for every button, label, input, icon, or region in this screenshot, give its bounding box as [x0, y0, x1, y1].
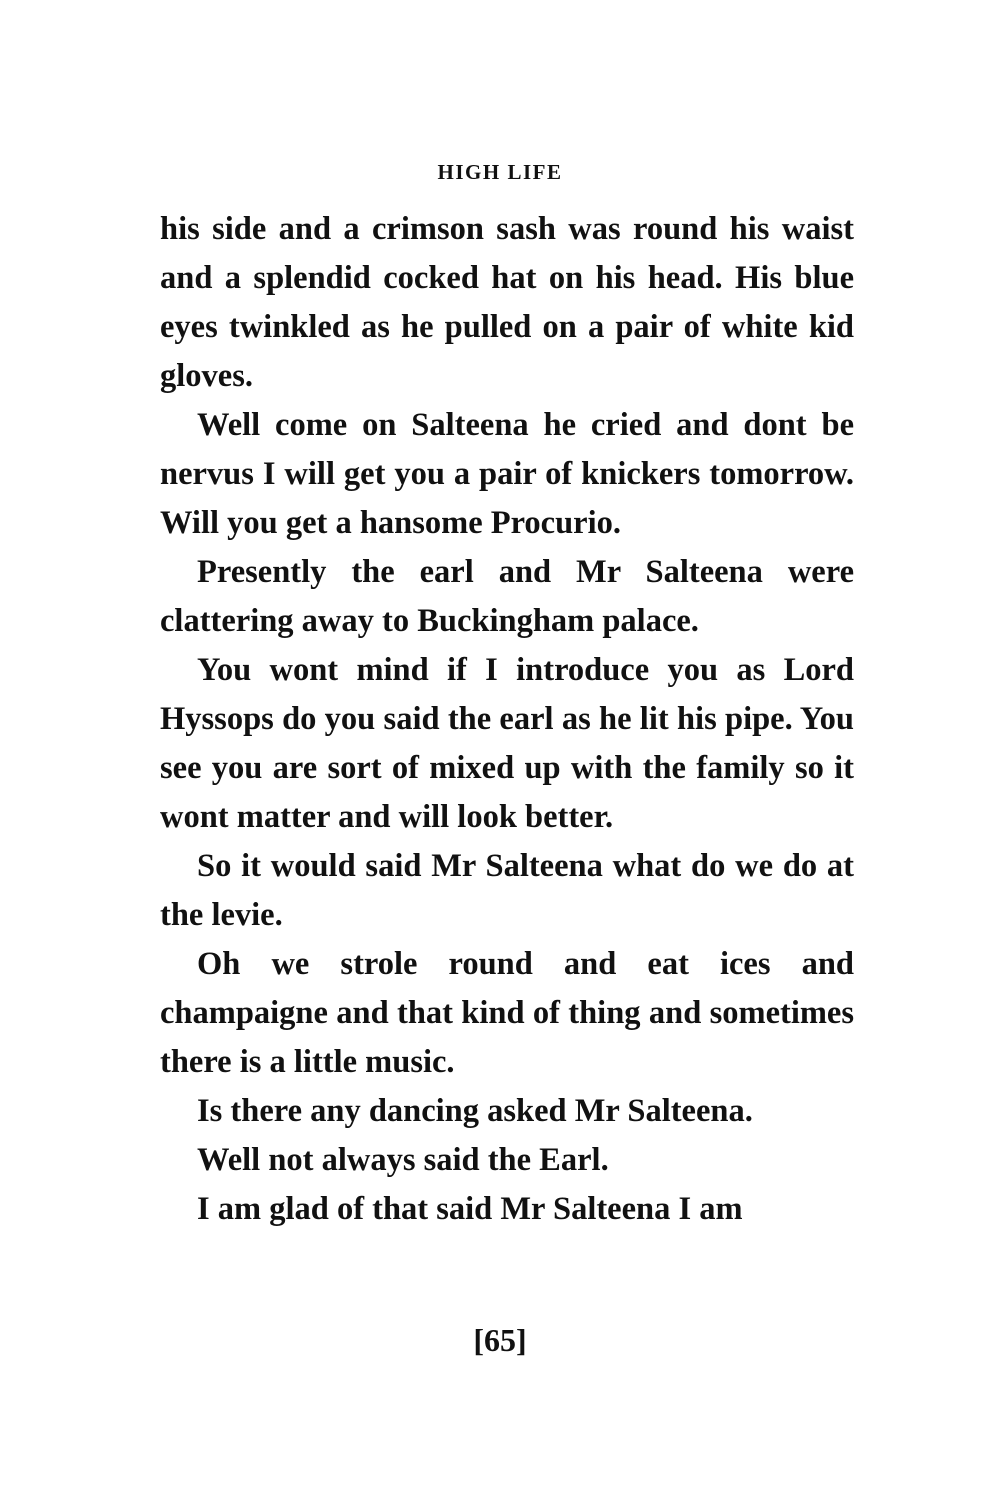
paragraph: Oh we strole round and eat ices and champaigne and that kind of thing and sometimes there is a little music. — [160, 946, 854, 1080]
paragraph: I am glad of that said Mr Salteena I am — [197, 1191, 743, 1227]
paragraph: Presently the earl and Mr Salteena were clattering away to Buckingham palace. — [160, 554, 854, 639]
running-head: HIGH LIFE — [437, 160, 563, 184]
paragraph-continued: his side and a crimson sash was round his waist and a splendid cocked hat on his head. His blue eyes twinkled as he pulled on a pair of white kid gloves. — [160, 211, 854, 394]
paragraph: You wont mind if I introduce you as Lord Hyssops do you said the earl as he lit his pipe. You see you are sort of mixed up with the family so it wont matter and will look better. — [160, 652, 854, 835]
paragraph: Is there any dancing asked Mr Salteena. — [197, 1093, 753, 1129]
page-body — [160, 205, 854, 1234]
paragraph: So it would said Mr Salteena what do we do at the levie. — [160, 848, 854, 933]
paragraph: Well come on Salteena he cried and dont be nervus I will get you a pair of knickers tomorrow. Will you get a hansome Procurio. — [160, 407, 854, 541]
paragraph: Well not always said the Earl. — [197, 1142, 609, 1178]
page-number: [65] — [473, 1322, 527, 1358]
